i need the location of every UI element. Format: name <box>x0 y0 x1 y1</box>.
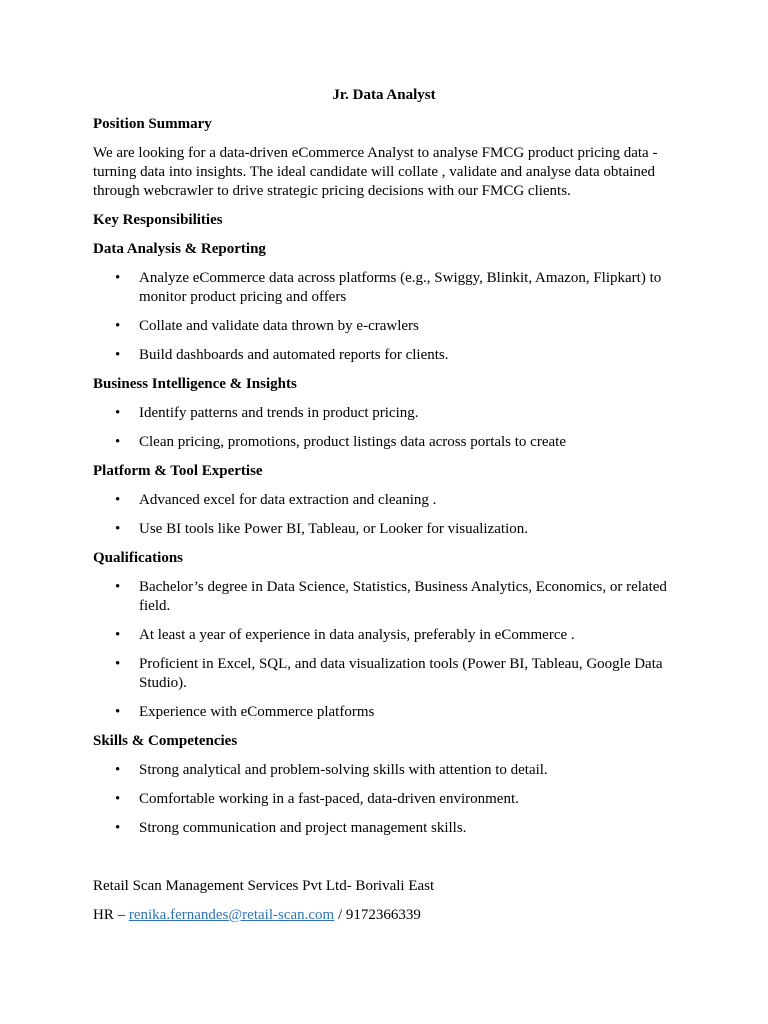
bullet-icon: • <box>115 405 121 421</box>
skills-list <box>93 761 675 838</box>
list-item <box>93 404 675 423</box>
bullet-icon: • <box>115 704 121 720</box>
qualifications-heading: Qualifications <box>93 550 184 566</box>
list-item-text: Use BI tools like Power BI, Tableau, or Looker for visualization. <box>139 521 529 537</box>
bullet-icon: • <box>115 270 121 286</box>
list-item-text: Collate and validate data thrown by e-crawlers <box>139 318 419 334</box>
list-item <box>93 655 675 693</box>
list-item <box>93 317 675 336</box>
bullet-icon: • <box>115 521 121 537</box>
bullet-icon: • <box>115 318 121 334</box>
platform-tools-heading: Platform & Tool Expertise <box>93 463 263 479</box>
list-item <box>93 433 675 452</box>
data-analysis-heading: Data Analysis & Reporting <box>93 241 266 257</box>
list-item-text: Proficient in Excel, SQL, and data visualization tools (Power BI, Tableau, Google Data Studio). <box>139 656 663 691</box>
skills-heading: Skills & Competencies <box>93 733 238 749</box>
key-responsibilities-heading: Key Responsibilities <box>93 212 223 228</box>
list-item <box>93 491 675 510</box>
document-page <box>93 86 675 935</box>
list-item-text: At least a year of experience in data analysis, preferably in eCommerce . <box>139 627 575 643</box>
bullet-icon: • <box>115 820 121 836</box>
list-item-text: Advanced excel for data extraction and cleaning . <box>139 492 437 508</box>
list-item-text: Comfortable working in a fast-paced, data-driven environment. <box>139 791 519 807</box>
contact-separator: / <box>334 907 346 923</box>
list-item <box>93 626 675 645</box>
list-item <box>93 346 675 365</box>
bullet-icon: • <box>115 656 121 672</box>
bullet-icon: • <box>115 791 121 807</box>
phone-number: 9172366339 <box>345 907 421 923</box>
list-item-text: Clean pricing, promotions, product listings data across portals to create <box>139 434 566 450</box>
list-item-text: Strong analytical and problem-solving skills with attention to detail. <box>139 762 548 778</box>
list-item <box>93 819 675 838</box>
bullet-icon: • <box>115 627 121 643</box>
bullet-icon: • <box>115 579 121 595</box>
list-item-text: Identify patterns and trends in product pricing. <box>139 405 419 421</box>
position-summary-heading: Position Summary <box>93 116 212 132</box>
list-item <box>93 269 675 307</box>
hr-prefix: HR – <box>93 907 129 923</box>
hr-contact-line <box>93 906 675 925</box>
list-item <box>93 703 675 722</box>
section-spacer <box>93 848 675 877</box>
business-intelligence-list <box>93 404 675 452</box>
bullet-icon: • <box>115 434 121 450</box>
position-summary-text: We are looking for a data-driven eCommerce Analyst to analyse FMCG product pricing data -turning data into insights. The ideal candidate will collate , validate and analyse data obtained through webcrawler to drive strategic pricing decisions with our FMCG clients. <box>93 145 658 199</box>
list-item-text: Experience with eCommerce platforms <box>139 704 375 720</box>
bullet-icon: • <box>115 762 121 778</box>
bullet-icon: • <box>115 492 121 508</box>
list-item-text: Strong communication and project management skills. <box>139 820 467 836</box>
data-analysis-list <box>93 269 675 365</box>
list-item <box>93 761 675 780</box>
list-item-text: Build dashboards and automated reports for clients. <box>139 347 449 363</box>
list-item-text: Analyze eCommerce data across platforms (e.g., Swiggy, Blinkit, Amazon, Flipkart) to monitor product pricing and offers <box>139 270 662 305</box>
qualifications-list <box>93 578 675 722</box>
list-item <box>93 520 675 539</box>
platform-tools-list <box>93 491 675 539</box>
email-link[interactable]: renika.fernandes@retail-scan.com <box>128 907 335 923</box>
list-item <box>93 790 675 809</box>
list-item <box>93 578 675 616</box>
business-intelligence-heading: Business Intelligence & Insights <box>93 376 297 392</box>
list-item-text: Bachelor’s degree in Data Science, Statistics, Business Analytics, Economics, or related field. <box>139 579 667 614</box>
bullet-icon: • <box>115 347 121 363</box>
document-title: Jr. Data Analyst <box>332 87 436 103</box>
company-line: Retail Scan Management Services Pvt Ltd- Borivali East <box>93 878 435 894</box>
